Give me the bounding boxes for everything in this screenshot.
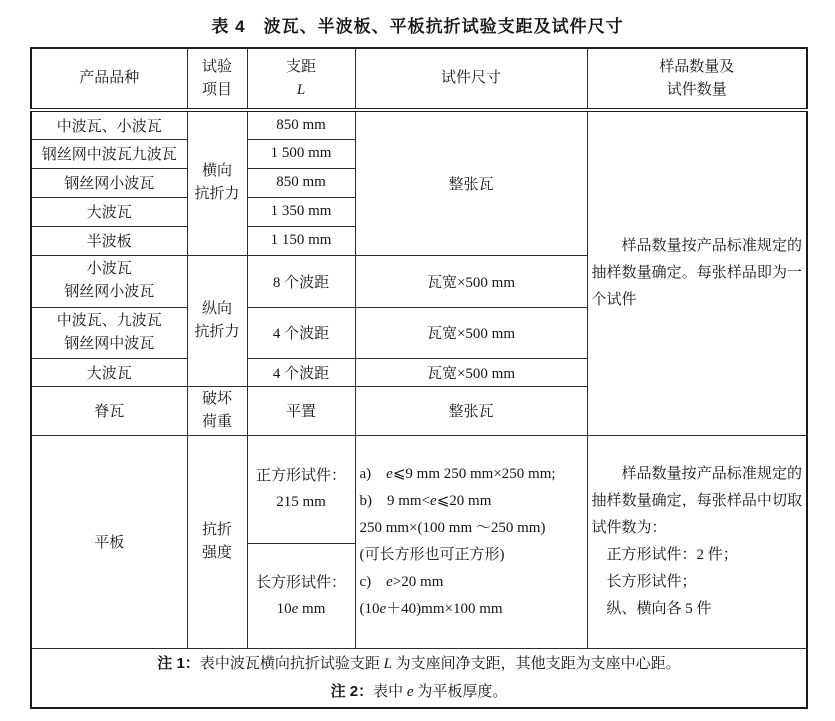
product-cell: 钢丝网中波瓦九波瓦 [31, 139, 187, 168]
span-cell: 8 个波距 [247, 255, 355, 307]
product-cell: 小波瓦 钢丝网小波瓦 [31, 255, 187, 307]
product-cell: 大波瓦 [31, 358, 187, 386]
product-cell: 钢丝网小波瓦 [31, 168, 187, 197]
span-cell: 1 150 mm [247, 226, 355, 255]
span-cell: 1 350 mm [247, 197, 355, 226]
quantity-item: 正方形试件：2 件； [606, 546, 738, 563]
specimen-size-cell: 瓦宽×500 mm [355, 358, 587, 386]
product-cell: 半波板 [31, 226, 187, 255]
span-cell: 1 500 mm [247, 139, 355, 168]
span-cell: 850 mm [247, 168, 355, 197]
table-title: 表 4 波瓦、半波板、平板抗折试验支距及试件尺寸 [211, 17, 624, 36]
specimen-size-cell-whole-tile: 整张瓦 [355, 110, 587, 255]
span-cell: 850 mm [247, 110, 355, 139]
specimen-size-cell: 瓦宽×500 mm [355, 255, 587, 307]
quantity-item: 长方形试件； [606, 573, 697, 590]
note-1 [36, 650, 802, 678]
col-header-product: 产品品种 [31, 48, 187, 110]
quantity-note-cell-flat [587, 435, 807, 648]
product-cell: 脊瓦 [31, 386, 187, 435]
span-cell-rectangle: 长方形试件： 10e mm [247, 543, 355, 648]
test-item-cell-flat: 抗折 强度 [187, 435, 247, 648]
note-2-text: 表中 e 为平板厚度。 [373, 683, 508, 700]
quantity-item: 纵、横向各 5 件 [606, 600, 712, 617]
notes-cell [31, 648, 807, 708]
specimen-size-cell-flat: a) e⩽9 mm 250 mm×250 mm; b) 9 mm<e⩽20 mm 250 mm×(100 mm ～250 mm) (可长方形也可正方形) c) e>20 mm (10e＋40)mm×100 mm [355, 435, 587, 648]
quantity-intro-text: 样品数量按产品标准规定的抽样数量确定，每张样品中切取试件数为： [591, 465, 802, 536]
test-item-cell-longitudinal: 纵向 抗折力 [187, 255, 247, 386]
notes-row [31, 648, 807, 708]
span-cell-square: 正方形试件： 215 mm [247, 435, 355, 543]
test-item-cell-transverse: 横向 抗折力 [187, 110, 247, 255]
note-1-label: 注 1： [157, 654, 200, 672]
col-header-quantity: 样品数量及 试件数量 [587, 48, 807, 110]
spec-table [30, 47, 808, 709]
note-2-label: 注 2： [330, 682, 374, 700]
col-header-specimen-size: 试件尺寸 [355, 48, 587, 110]
product-cell: 大波瓦 [31, 197, 187, 226]
test-item-cell-ridge: 破坏 荷重 [187, 386, 247, 435]
quantity-note-cell [587, 110, 807, 435]
note-2 [36, 678, 802, 706]
span-cell: 4 个波距 [247, 307, 355, 358]
header-row [31, 48, 807, 110]
product-cell-flat: 平板 [31, 435, 187, 648]
product-cell: 中波瓦、小波瓦 [31, 110, 187, 139]
span-cell: 平置 [247, 386, 355, 435]
quantity-note-text: 样品数量按产品标准规定的抽样数量确定。每张样品即为一个试件 [591, 237, 802, 308]
col-header-test-item: 试验 项目 [187, 48, 247, 110]
specimen-size-cell: 瓦宽×500 mm [355, 307, 587, 358]
table-row [31, 110, 807, 139]
product-cell: 中波瓦、九波瓦 钢丝网中波瓦 [31, 307, 187, 358]
table-row [31, 435, 807, 543]
note-1-text: 表中波瓦横向抗折试验支距 L 为支座间净支距，其他支距为支座中心距。 [199, 655, 681, 672]
specimen-size-cell: 整张瓦 [355, 386, 587, 435]
span-cell: 4 个波距 [247, 358, 355, 386]
col-header-span: 支距 L [247, 48, 355, 110]
